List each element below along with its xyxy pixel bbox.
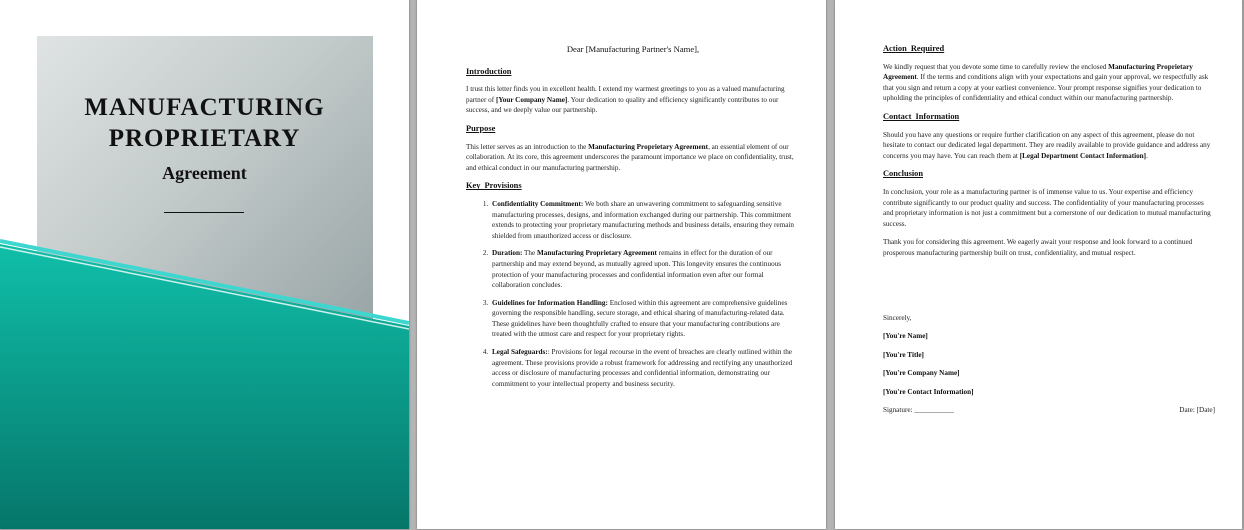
signer-contact: [You're Contact Information] [883,387,974,396]
provision-title: Duration: [492,249,523,258]
signature-row [883,405,1215,416]
purpose-heading: Purpose [466,123,496,133]
introduction-heading: Introduction [466,66,512,76]
provision-title: Guidelines for Information Handling: [492,298,608,307]
key-provisions-heading: Key Provisions [466,181,522,191]
legal-dept-placeholder: [Legal Department Contact Information] [1019,151,1147,160]
action-text-a: We kindly request that you devote some time to carefully review the enclosed [883,62,1109,71]
agreement-name: Manufacturing Proprietary Agreement [588,142,709,151]
signer-name: [You're Name] [883,332,928,341]
agreement-name: Manufacturing Proprietary Agreement [537,249,657,258]
provision-item [490,298,800,340]
intro-text-a: I trust this letter finds you in excellent health. I extend my warmest greetings to you as a valued manufacturing partner of [466,85,785,104]
agreement-name: Manufacturing Proprietary Agreement [883,62,1193,82]
purpose-text-a: This letter serves as an introduction to the [466,142,589,151]
provision-text: remains in effect for the duration of our partnership and may extend beyond, as mutually agreed upon. This longevity ensures the continuous protection of your manufacturing processes and confidential information even after our formal collaboration concludes. [492,249,782,290]
action-paragraph [883,62,1215,104]
provision-text: : Provisions for legal recourse in the event of breaches are clearly outlined within the agreement. These provisions provide a robust framework for addressing and rectifying any unauthorized access or disclosure of manufacturing processes and confidential information, demonstrating our commitment to your intellectual property and business security. [492,348,793,388]
conclusion-paragraph-1: In conclusion, your role as a manufacturing partner is of immense value to us. Your expertise and efficiency contribute significantly to our product quality and success. The confidentiality of your manufacturing processes and proprietary information is not just a commitment but a cornerstone of our dedication to mutual manufacturing success. [883,187,1211,228]
provision-text: Enclosed within this agreement are comprehensive guidelines governing the responsible handling, secure storage, and ethical sharing of manufacturing-related data. These guidelines have been thoughtfully crafted to ensure that your manufacturing contributions are treated with the utmost care and respect for your proprietary rights. [492,298,788,339]
purpose-text-b: , an essential element of our collaboration. At its core, this agreement underscores the paramount importance we place on confidentiality, trust, and ethical conduct in our manufacturing partnership. [466,142,794,172]
action-required-heading: Action Required [883,44,945,53]
contact-text-b: . [1146,151,1148,160]
signer-title: [You're Title] [883,350,924,359]
provision-item [490,248,800,290]
cover-title [0,92,409,154]
contact-paragraph [883,130,1215,162]
provision-title: Legal Safeguards: [492,348,548,357]
cover-teal-band [0,0,409,529]
company-placeholder: [Your Company Name] [495,95,568,104]
cover-title-line2: PROPRIETARY [108,125,301,152]
provision-text: We both share an unwavering commitment to safeguarding sensitive manufacturing processes, designs, and information exchanged during our partnership. This commitment extends to protecting your proprietary manufacturing methods and business details, ensuring they remain shielded from unauthorized access or disclosure. [492,199,794,240]
provision-item [490,347,800,389]
signer-company: [You're Company Name] [883,369,960,378]
provisions-list [466,199,800,390]
closing: Sincerely, [883,313,912,322]
signature-field: Signature: ___________ [883,406,954,415]
date-field: Date: [Date] [1179,406,1215,415]
letter-page-2 [835,0,1243,529]
cover-title-line1: MANUFACTURING [84,94,325,121]
provision-title: Confidentiality Commitment: [492,199,584,208]
contact-information-heading: Contact Information [883,111,960,121]
conclusion-paragraph-2: Thank you for considering this agreement. We eagerly await your response and look forward to a continued prosperous manufacturing partnership built on trust, confidentiality, and mutual respect. [883,238,1193,257]
teal-band-shape [0,244,409,529]
cover-page [0,0,409,529]
provision-item [490,199,800,241]
intro-text-b: . Your dedication to quality and efficiency significantly contributes to our success, and we deeply value our partnership. [466,95,779,115]
conclusion-heading: Conclusion [883,169,924,179]
cover-subtitle: Agreement [162,163,247,183]
greeting: Dear [Manufacturing Partner's Name], [566,44,700,54]
action-text-b: . If the terms and conditions align with your expectations and gain your approval, we respectfully ask that you sign and return a copy at your earliest convenience. Your prompt response signifies your dedication to upholding the principles of confidentiality and ethical conduct within our manufacturing partnership. [883,73,1209,103]
purpose-paragraph [466,142,800,174]
contact-text-a: Should you have any questions or require further clarification on any aspect of this agreement, please do not hesitate to contact our dedicated legal department. They are readily available to provide guidance and address any concerns you may have. You can reach them at [883,130,1211,160]
signature-block [883,313,1215,417]
letter-page-1 [417,0,826,529]
introduction-paragraph [466,84,800,116]
cover-rule [164,212,244,213]
provision-text: The [522,249,537,258]
